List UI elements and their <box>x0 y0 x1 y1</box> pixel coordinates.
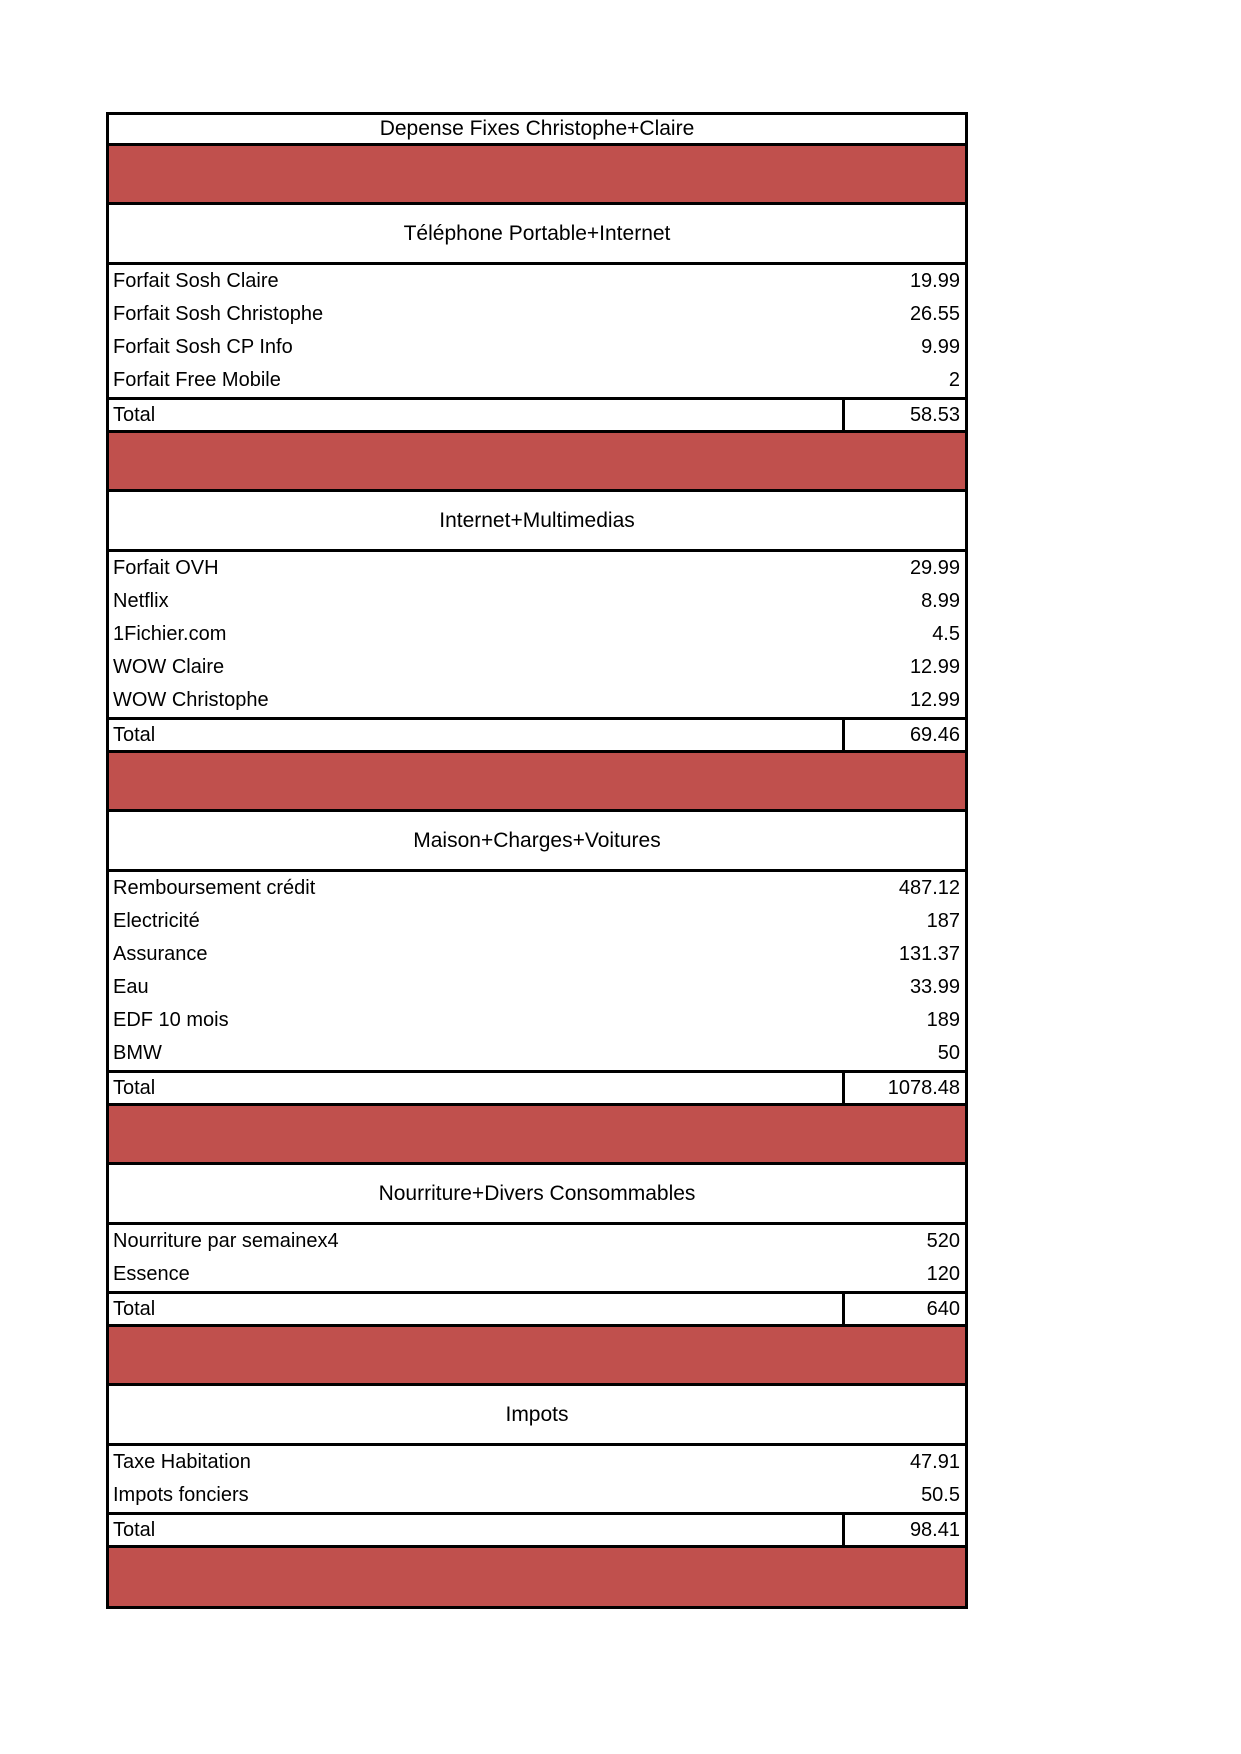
expense-row <box>109 1479 965 1512</box>
expense-value: 9.99 <box>921 336 960 358</box>
red-separator <box>106 430 968 492</box>
section-rows-impots <box>106 1443 968 1515</box>
total-row <box>106 717 968 753</box>
expense-value: 187 <box>926 910 960 932</box>
expense-row <box>109 905 965 938</box>
expense-label: 1Fichier.com <box>113 623 227 645</box>
expense-label: WOW Claire <box>113 656 225 678</box>
section-header-impots: Impots <box>106 1383 968 1446</box>
expense-row <box>109 331 965 364</box>
total-row <box>106 1070 968 1106</box>
total-label: Total <box>113 1076 156 1099</box>
section-rows-nourriture <box>106 1222 968 1294</box>
expense-value: 50 <box>937 1042 960 1064</box>
total-row <box>106 1512 968 1548</box>
expense-label: Forfait Free Mobile <box>113 369 281 391</box>
total-value: 1078.48 <box>842 1073 965 1103</box>
expense-row <box>109 265 965 298</box>
expense-row <box>109 684 965 717</box>
expense-value: 2 <box>948 369 960 391</box>
expense-label: Forfait Sosh Christophe <box>113 303 324 325</box>
expense-value: 8.99 <box>921 590 960 612</box>
total-row <box>106 1291 968 1327</box>
red-separator <box>106 1324 968 1386</box>
red-separator <box>106 143 968 205</box>
expense-label: EDF 10 mois <box>113 1009 229 1031</box>
expense-value: 47.91 <box>909 1451 960 1473</box>
section-header-maison: Maison+Charges+Voitures <box>106 809 968 872</box>
red-separator <box>106 750 968 812</box>
expense-row <box>109 1037 965 1070</box>
section-header-telephone: Téléphone Portable+Internet <box>106 202 968 265</box>
expense-value: 50.5 <box>921 1484 960 1506</box>
section-rows-internet <box>106 549 968 720</box>
expense-label: Impots fonciers <box>113 1484 249 1506</box>
total-value: 58.53 <box>842 400 965 430</box>
expense-label: Remboursement crédit <box>113 877 316 899</box>
expense-value: 12.99 <box>909 656 960 678</box>
expense-row <box>109 552 965 585</box>
section-header-nourriture: Nourriture+Divers Consommables <box>106 1162 968 1225</box>
expense-row <box>109 1004 965 1037</box>
expense-label: Nourriture par semainex4 <box>113 1230 339 1252</box>
total-label: Total <box>113 403 156 426</box>
red-separator <box>106 1103 968 1165</box>
expense-label: Electricité <box>113 910 200 932</box>
expense-label: Taxe Habitation <box>113 1451 251 1473</box>
expense-row <box>109 938 965 971</box>
expense-value: 189 <box>926 1009 960 1031</box>
expense-value: 520 <box>926 1230 960 1252</box>
expense-value: 26.55 <box>909 303 960 325</box>
expense-value: 131.37 <box>898 943 960 965</box>
total-value: 98.41 <box>842 1515 965 1545</box>
expense-value: 4.5 <box>932 623 960 645</box>
expense-label: Essence <box>113 1263 190 1285</box>
expense-row <box>109 1258 965 1291</box>
document-title: Depense Fixes Christophe+Claire <box>106 112 968 146</box>
expense-row <box>109 872 965 905</box>
expense-table <box>106 112 968 1609</box>
section-header-internet: Internet+Multimedias <box>106 489 968 552</box>
section-rows-telephone <box>106 262 968 400</box>
expense-label: Forfait OVH <box>113 557 219 579</box>
expense-label: Eau <box>113 976 149 998</box>
expense-label: Netflix <box>113 590 169 612</box>
expense-value: 120 <box>926 1263 960 1285</box>
expense-label: Assurance <box>113 943 208 965</box>
expense-row <box>109 1225 965 1258</box>
expense-value: 33.99 <box>909 976 960 998</box>
expense-value: 19.99 <box>909 270 960 292</box>
expense-row <box>109 298 965 331</box>
total-label: Total <box>113 723 156 746</box>
total-label: Total <box>113 1297 156 1320</box>
expense-row <box>109 364 965 397</box>
expense-value: 12.99 <box>909 689 960 711</box>
total-label: Total <box>113 1518 156 1541</box>
expense-row <box>109 1446 965 1479</box>
section-rows-maison <box>106 869 968 1073</box>
expense-row <box>109 651 965 684</box>
red-separator <box>106 1545 968 1609</box>
expense-label: Forfait Sosh Claire <box>113 270 279 292</box>
total-value: 640 <box>842 1294 965 1324</box>
total-value: 69.46 <box>842 720 965 750</box>
expense-value: 487.12 <box>898 877 960 899</box>
expense-row <box>109 585 965 618</box>
expense-label: WOW Christophe <box>113 689 269 711</box>
expense-row <box>109 971 965 1004</box>
expense-value: 29.99 <box>909 557 960 579</box>
total-row <box>106 397 968 433</box>
expense-label: BMW <box>113 1042 162 1064</box>
expense-row <box>109 618 965 651</box>
expense-label: Forfait Sosh CP Info <box>113 336 293 358</box>
